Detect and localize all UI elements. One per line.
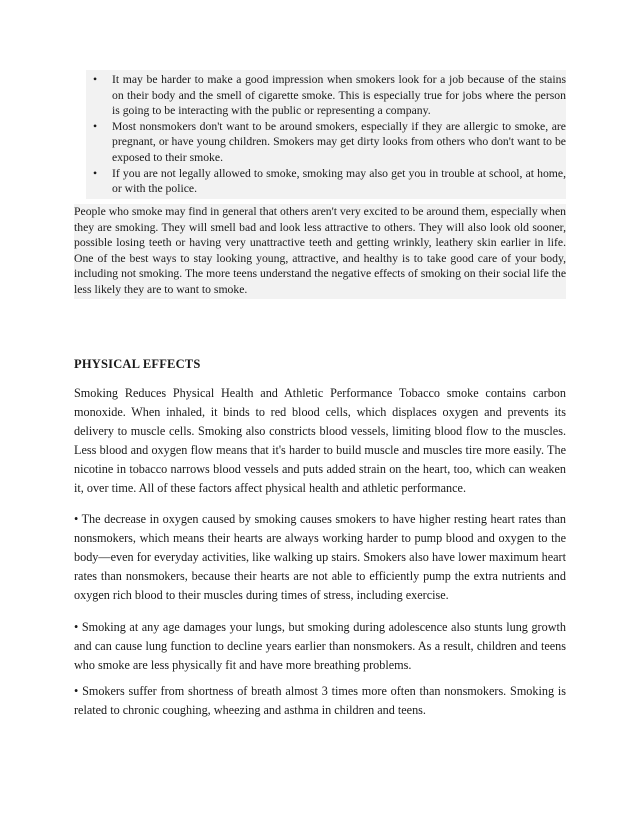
- bullet-icon: •: [93, 166, 98, 180]
- social-effects-bullet-list: [86, 70, 566, 199]
- bullet-text: It may be harder to make a good impression when smokers look for a job because of the stains on their body and the smell of cigarette smoke. This is especially true for jobs where the person is going to be interacting with the public or representing a company.: [112, 73, 566, 118]
- bullet-text: If you are not legally allowed to smoke, smoking may also get you in trouble at school, at home, or with the police.: [112, 166, 566, 196]
- physical-paragraph: Smoking Reduces Physical Health and Athletic Performance Tobacco smoke contains carbon monoxide. When inhaled, it binds to red blood cells, which displaces oxygen and prevents its delivery to muscle cells. Smoking also constricts blood vessels, limiting blood flow to the muscles. Less blood and oxygen flow means that it's harder to build muscle and muscles tire more easily. The nicotine in tobacco narrows blood vessels and puts added strain on the heart, too, which can weaken it, over time. All of these factors affect physical health and athletic performance.: [74, 386, 566, 495]
- bullet-icon: •: [93, 73, 98, 86]
- list-item: [86, 119, 566, 166]
- section-heading: PHYSICAL EFFECTS: [74, 357, 201, 371]
- list-item: [86, 166, 566, 197]
- physical-paragraph: • The decrease in oxygen caused by smoking causes smokers to have higher resting heart rates than nonsmokers, which means their hearts are always working harder to pump blood and oxygen to the body—even for everyday activities, like walking up stairs. Smokers also have lower maximum heart rates than nonsmokers, because their hearts are not able to efficiently pump the extra nutrients and oxygen rich blood to their muscles during times of stress, including exercise.: [74, 512, 566, 602]
- physical-paragraph: • Smoking at any age damages your lungs, but smoking during adolescence also stunts lung growth and can cause lung function to decline years earlier than nonsmokers. As a result, children and teens who smoke are less physically fit and have more breathing problems.: [74, 620, 566, 672]
- list-item: [86, 72, 566, 119]
- bullet-icon: •: [93, 119, 98, 133]
- bullet-list: [86, 72, 566, 197]
- physical-paragraph: • Smokers suffer from shortness of breath almost 3 times more often than nonsmokers. Smoking is related to chronic coughing, wheezing and asthma in children and teens.: [74, 684, 566, 717]
- social-effects-paragraph: People who smoke may find in general that others aren't very excited to be around them, especially when they are smoking. They will smell bad and look less attractive to others. They will also look old sooner, possible losing teeth or having very unattractive teeth and getting wrinkly, leathery skin earlier in life. One of the best ways to stay looking young, attractive, and healthy is to take good care of your body, including not smoking. The more teens understand the negative effects of smoking on their social life the less likely they are to want to smoke.: [74, 204, 566, 299]
- bullet-text: Most nonsmokers don't want to be around smokers, especially if they are allergic to smoke, are pregnant, or have young children. Smokers may get dirty looks from others who don't want to be exposed to their smoke.: [112, 119, 566, 164]
